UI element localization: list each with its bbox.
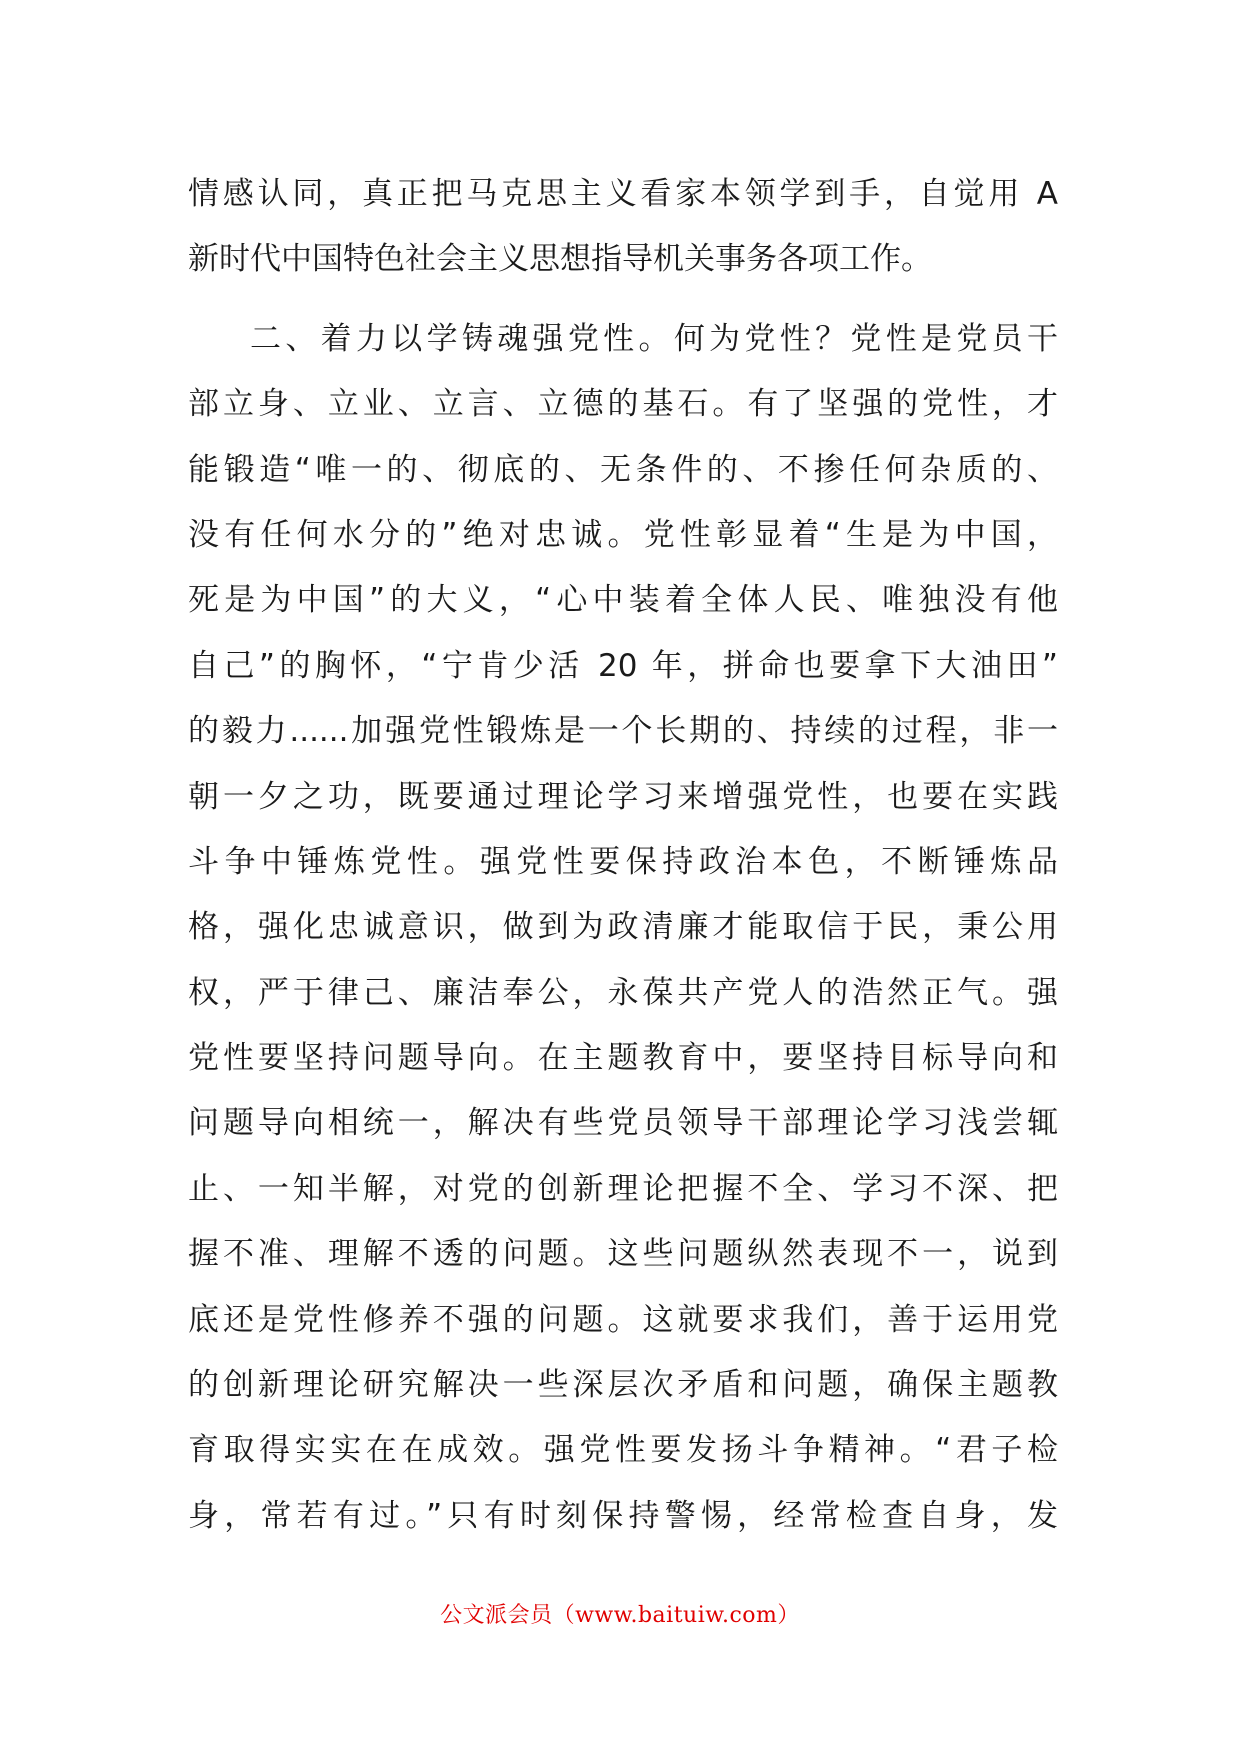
text-line: 权，严于律己、廉洁奉公，永葆共产党人的浩然正气。强 <box>188 974 1058 1011</box>
text-line: 斗争中锤炼党性。强党性要保持政治本色，不断锤炼品 <box>188 843 1058 880</box>
text-line: 的创新理论研究解决一些深层次矛盾和问题，确保主题教 <box>188 1367 1058 1404</box>
footer-watermark: 公文派会员（www.baituiw.com） <box>440 1603 800 1628</box>
text-line: 自己”的胸怀，“宁肯少活 20 年，拼命也要拿下大油田” <box>188 647 1058 684</box>
text-line: 格，强化忠诚意识，做到为政清廉才能取信于民，秉公用 <box>188 909 1058 946</box>
paragraph-continuation <box>188 162 1058 293</box>
text-line: 的毅力......加强党性锻炼是一个长期的、持续的过程，非一 <box>188 713 1058 750</box>
body-text <box>188 162 1058 1549</box>
text-line: 握不准、理解不透的问题。这些问题纵然表现不一，说到 <box>188 1236 1058 1273</box>
paragraph-section-two <box>188 307 1058 1549</box>
section-heading-line: 二、着力以学铸魂强党性。何为党性？党性是党员干 <box>250 320 1058 357</box>
text-line: 底还是党性修养不强的问题。这就要求我们，善于运用党 <box>188 1301 1058 1338</box>
text-line: 党性要坚持问题导向。在主题教育中，要坚持目标导向和 <box>188 1040 1058 1077</box>
text-line: 能锻造“唯一的、彻底的、无条件的、不掺任何杂质的、 <box>188 451 1058 488</box>
text-line: 没有任何水分的”绝对忠诚。党性彰显着“生是为中国， <box>188 516 1058 553</box>
text-line: 身，常若有过。”只有时刻保持警惕，经常检查自身，发 <box>188 1497 1058 1534</box>
text-line: 新时代中国特色社会主义思想指导机关事务各项工作。 <box>188 241 932 278</box>
text-line: 朝一夕之功，既要通过理论学习来增强党性，也要在实践 <box>188 778 1058 815</box>
text-line: 情感认同，真正把马克思主义看家本领学到手，自觉用 A <box>188 176 1058 212</box>
text-line: 部立身、立业、立言、立德的基石。有了坚强的党性，才 <box>188 386 1058 423</box>
text-line: 育取得实实在在成效。强党性要发扬斗争精神。“君子检 <box>188 1432 1058 1469</box>
text-line: 止、一知半解，对党的创新理论把握不全、学习不深、把 <box>188 1170 1058 1207</box>
text-line: 问题导向相统一，解决有些党员领导干部理论学习浅尝辄 <box>188 1105 1058 1142</box>
text-line: 死是为中国”的大义，“心中装着全体人民、唯独没有他 <box>188 582 1058 619</box>
